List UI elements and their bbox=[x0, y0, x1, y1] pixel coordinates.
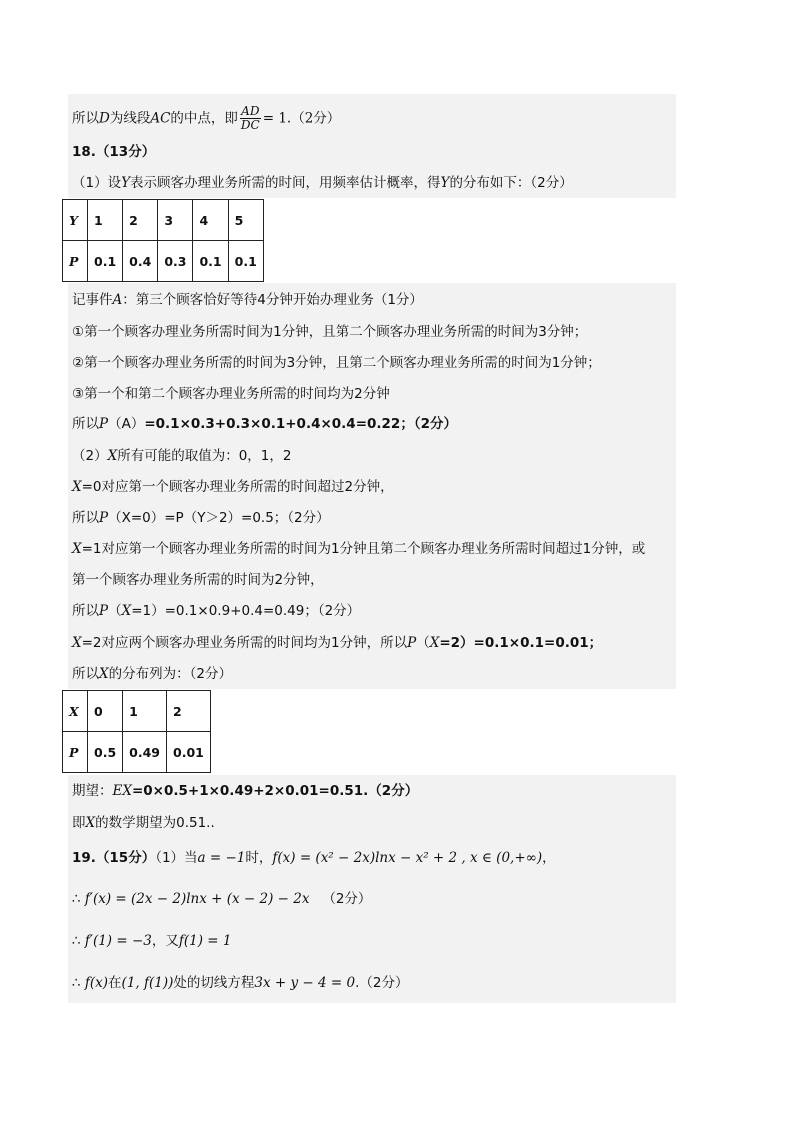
math-expression: (1, f(1)) bbox=[121, 975, 174, 991]
var-X: X bbox=[107, 448, 118, 464]
var-X: X bbox=[72, 635, 82, 651]
midpoint-line bbox=[72, 105, 340, 132]
table-cell: 0.01 bbox=[167, 732, 211, 773]
table-row-values bbox=[63, 691, 211, 732]
var-AC: AC bbox=[150, 110, 171, 127]
table-row-probabilities bbox=[63, 241, 264, 282]
text: =1）=0.1×0.9+0.4=0.49；（2分） bbox=[131, 603, 361, 619]
fraction-numerator: AD bbox=[241, 104, 260, 118]
text: .（2分） bbox=[355, 975, 409, 991]
text: 即 bbox=[72, 815, 86, 831]
table-cell: 2 bbox=[123, 200, 158, 241]
table-cell: 0.1 bbox=[88, 241, 123, 282]
table-cell: 0.49 bbox=[123, 732, 167, 773]
text: 所以 bbox=[72, 510, 99, 526]
therefore-symbol: ∴ bbox=[72, 975, 81, 991]
fraction-AD-DC bbox=[240, 105, 261, 132]
math-expression: f(1) = 1 bbox=[178, 933, 232, 949]
text: 的分布如下：（2分） bbox=[449, 175, 573, 191]
question-19-heading: 19.（15分） bbox=[72, 850, 156, 866]
text: 所以 bbox=[72, 603, 99, 619]
table-cell: 0.4 bbox=[123, 241, 158, 282]
var-Y: Y bbox=[440, 175, 450, 191]
text: 在 bbox=[108, 975, 122, 991]
text: ， bbox=[542, 850, 556, 866]
text: ：第三个顾客恰好等待4分钟开始办理业务（1分） bbox=[122, 292, 423, 308]
text: 的数学期望为0.51.. bbox=[95, 815, 215, 831]
table-header-Y: Y bbox=[63, 200, 88, 241]
q18-part2-intro bbox=[72, 446, 292, 466]
text: 为线段 bbox=[109, 110, 151, 127]
x2-description bbox=[72, 633, 602, 653]
table-row-probabilities bbox=[63, 732, 211, 773]
var-X: X bbox=[99, 666, 109, 682]
table-cell: 0.5 bbox=[88, 732, 123, 773]
question-18-heading: 18.（13分） bbox=[72, 144, 156, 160]
text: ，又 bbox=[151, 933, 179, 949]
text: =2对应两个顾客办理业务所需的时间均为1分钟，所以 bbox=[81, 635, 408, 651]
question-19-line bbox=[72, 848, 556, 868]
therefore-symbol: ∴ bbox=[72, 891, 81, 907]
text: 期望： bbox=[72, 783, 113, 799]
text: 所以 bbox=[72, 110, 99, 127]
table-cell: 5 bbox=[228, 200, 263, 241]
x1-probability bbox=[72, 601, 360, 621]
text: 处的切线方程 bbox=[173, 975, 255, 991]
text: 所有可能的取值为：0，1，2 bbox=[117, 448, 292, 464]
text: 的中点，即 bbox=[170, 110, 238, 127]
fraction-denominator: DC bbox=[240, 118, 260, 132]
text: 的分布列为：（2分） bbox=[108, 666, 232, 682]
table-cell: 0 bbox=[88, 691, 123, 732]
y-distribution-table bbox=[62, 199, 264, 282]
var-Y: Y bbox=[121, 175, 131, 191]
text: =0对应第一个顾客办理业务所需的时间超过2分钟， bbox=[81, 479, 394, 495]
therefore-symbol: ∴ bbox=[72, 933, 81, 949]
var-P: P bbox=[99, 416, 109, 432]
text: （ bbox=[108, 603, 122, 619]
text: （2分） bbox=[322, 891, 372, 907]
math-expression: f′(1) = −3 bbox=[84, 933, 152, 949]
table-cell: 0.1 bbox=[228, 241, 263, 282]
expectation-line bbox=[72, 781, 418, 801]
math-condition: a = −1 bbox=[197, 850, 246, 866]
math-derivative: f′(x) = (2x − 2)lnx + (x − 2) − 2x bbox=[84, 891, 310, 907]
math-expression: f(x) bbox=[84, 975, 109, 991]
text: （ bbox=[416, 635, 430, 651]
x1-description bbox=[72, 539, 645, 559]
math-expression: 3x + y − 4 = 0 bbox=[254, 975, 356, 991]
derivative-line bbox=[72, 889, 371, 909]
event-A-definition bbox=[72, 290, 423, 310]
table-cell: 1 bbox=[123, 691, 167, 732]
var-P: P bbox=[99, 603, 109, 619]
var-X: X bbox=[121, 603, 132, 619]
text: =1对应第一个顾客办理业务所需的时间为1分钟且第二个顾客办理业务所需时间超过1分钟，或 bbox=[81, 541, 646, 557]
tangent-line bbox=[72, 973, 408, 993]
expectation-conclusion bbox=[72, 813, 215, 833]
case-2: ②第一个顾客办理业务所需的时间为3分钟，且第二个顾客办理业务所需的时间为1分钟； bbox=[72, 355, 601, 371]
derivative-value-line bbox=[72, 931, 231, 951]
table-cell: 0.3 bbox=[158, 241, 193, 282]
var-P: P bbox=[99, 510, 109, 526]
text: （X=0）=P（Y＞2）=0.5；（2分） bbox=[108, 510, 330, 526]
table-header-P: P bbox=[63, 241, 88, 282]
text: （1）当 bbox=[155, 850, 198, 866]
text: 所以 bbox=[72, 416, 99, 432]
table-row-values bbox=[63, 200, 264, 241]
table-cell: 3 bbox=[158, 200, 193, 241]
text: =0×0.5+1×0.49+2×0.01=0.51.（2分） bbox=[131, 783, 419, 799]
text: 时， bbox=[245, 850, 273, 866]
x-distribution-intro bbox=[72, 664, 232, 684]
x-distribution-table bbox=[62, 690, 211, 773]
text: （2） bbox=[72, 448, 108, 464]
text: 表示顾客办理业务所需的时间，用频率估计概率，得 bbox=[130, 175, 441, 191]
var-EX: EX bbox=[112, 783, 132, 799]
x0-probability bbox=[72, 508, 330, 528]
var-A: A bbox=[112, 292, 123, 308]
table-cell: 1 bbox=[88, 200, 123, 241]
case-3: ③第一个和第二个顾客办理业务所需的时间均为2分钟 bbox=[72, 386, 390, 402]
var-X: X bbox=[72, 479, 82, 495]
case-1: ①第一个顾客办理业务所需时间为1分钟，且第二个顾客办理业务所需的时间为3分钟； bbox=[72, 324, 588, 340]
text: 所以 bbox=[72, 666, 99, 682]
var-X: X bbox=[85, 815, 96, 831]
math-function: f(x) = (x² − 2x)lnx − x² + 2 , x ∈ (0,+∞) bbox=[272, 850, 543, 866]
text: （1）设 bbox=[72, 175, 122, 191]
table-cell: 2 bbox=[167, 691, 211, 732]
var-D: D bbox=[99, 110, 110, 127]
q18-part1-intro bbox=[72, 173, 573, 193]
text: =2）=0.1×0.1=0.01； bbox=[439, 635, 603, 651]
text: （A） bbox=[108, 416, 145, 432]
table-header-X: X bbox=[63, 691, 88, 732]
table-cell: 4 bbox=[193, 200, 228, 241]
x0-description bbox=[72, 477, 394, 497]
table-cell: 0.1 bbox=[193, 241, 228, 282]
text: = 1.（2分） bbox=[262, 110, 341, 127]
var-X: X bbox=[429, 635, 440, 651]
text: =0.1×0.3+0.3×0.1+0.4×0.4=0.22；（2分） bbox=[144, 416, 457, 432]
text: 记事件 bbox=[72, 292, 113, 308]
x1-description-cont: 第一个顾客办理业务所需的时间为2分钟， bbox=[72, 572, 324, 588]
table-header-P: P bbox=[63, 732, 88, 773]
var-X: X bbox=[72, 541, 82, 557]
probability-A-line bbox=[72, 414, 457, 434]
var-P: P bbox=[407, 635, 417, 651]
